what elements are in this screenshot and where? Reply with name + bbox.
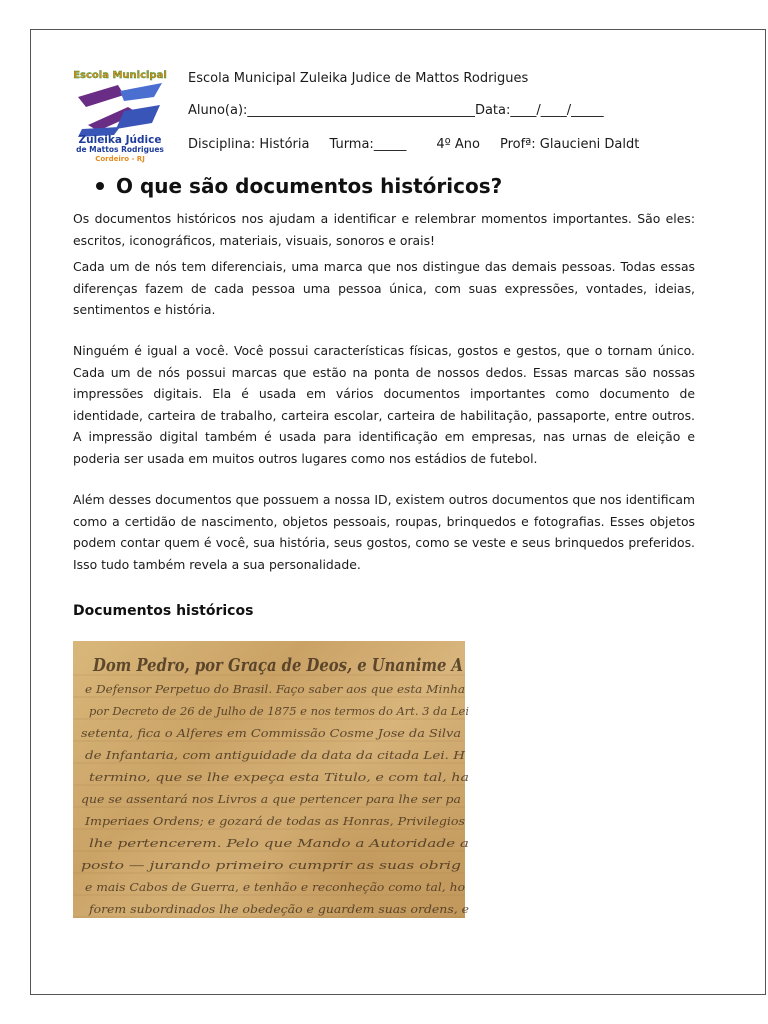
manuscript-line: e mais Cabos de Guerra, e tenhão e reconheção como tal, ho	[85, 881, 466, 894]
school-logo	[68, 67, 172, 164]
paragraph-3: Ninguém é igual a você. Você possui características físicas, gostos e gestos, que o tornam único. Cada um de nós possui marcas que estão na ponta de nossos dedos. Essas marcas são nossas impressões digitais. Ela é usada em vários documentos importantes como documento de identidade, carteira de trabalho, carteira escolar, carteira de habilitação, passaporte, entre outros. A impressão digital também é usada para identificação em empresas, nas urnas de eleição e poderia ser usada em muitos outros lugares como nos estádios de futebol.	[73, 343, 695, 466]
manuscript-image	[73, 641, 470, 918]
teacher: Profª: Glaucieni Daldt	[499, 137, 640, 152]
manuscript-line: de Infantaria, com antiguidade da data da citada Lei. H	[85, 749, 466, 762]
class-field[interactable]: Turma:_____	[329, 137, 407, 152]
manuscript-line: que se assentará nos Livros a que pertencer para lhe ser pa	[81, 793, 462, 806]
school-name: Escola Municipal Zuleika Judice de Mattos Rodrigues	[188, 71, 529, 86]
manuscript-line: termino, que se lhe expeça esta Titulo, e com tal, ha	[89, 771, 469, 784]
svg-text:de Mattos Rodrigues: de Mattos Rodrigues	[76, 145, 164, 154]
svg-text:Zuleika Júdice: Zuleika Júdice	[78, 134, 162, 146]
manuscript-line: e Defensor Perpetuo do Brasil. Faço saber aos que esta Minha	[85, 683, 465, 696]
manuscript-line: lhe pertencerem. Pelo que Mando a Autoridade a	[89, 837, 469, 850]
svg-text:Escola Municipal: Escola Municipal	[73, 70, 167, 81]
manuscript-line: setenta, fica o Alferes em Commissão Cosme Jose da Silva	[81, 727, 461, 740]
manuscript-line: posto — jurando primeiro cumprir as suas obrig	[81, 859, 461, 872]
page-title	[96, 174, 502, 198]
manuscript-line: Imperiaes Ordens; e gozará de todas as Honras, Privilegios	[83, 815, 466, 828]
paragraph-2: Cada um de nós tem diferenciais, uma marca que nos distingue das demais pessoas. Todas essas diferenças fazem de cada pessoa uma pessoa única, com suas expressões, vontades, ideias, sentimentos e história.	[73, 259, 695, 317]
grade: 4º Ano	[436, 137, 480, 152]
svg-text:Cordeiro - RJ: Cordeiro - RJ	[95, 155, 145, 163]
manuscript-line: por Decreto de 26 de Julho de 1875 e nos termos do Art. 3 da Lei	[89, 705, 469, 718]
historical-document-image	[73, 641, 470, 918]
bullet-icon	[96, 182, 104, 190]
page-title-text: O que são documentos históricos?	[116, 174, 503, 198]
student-field[interactable]: Aluno(a):___________________________________	[188, 103, 475, 118]
school-logo-image	[68, 67, 172, 164]
student-date-line	[188, 103, 604, 118]
subject: Disciplina: História	[188, 137, 310, 152]
paragraph-1: Os documentos históricos nos ajudam a identificar e relembrar momentos importantes. São eles: escritos, iconográficos, materiais, visuais, sonoros e orais!	[73, 211, 695, 248]
manuscript-line: Dom Pedro, por Graça de Deos, e Unanime A	[92, 655, 464, 676]
manuscript-line: forem subordinados lhe obedeção e guardem suas ordens, e	[87, 903, 470, 916]
section-subheading: Documentos históricos	[73, 603, 254, 619]
subject-line	[188, 137, 639, 152]
date-field[interactable]: Data:____/____/_____	[474, 103, 604, 118]
paragraph-4: Além desses documentos que possuem a nossa ID, existem outros documentos que nos identificam como a certidão de nascimento, objetos pessoais, roupas, brinquedos e fotografias. Esses objetos podem contar quem é você, sua história, seus gostos, como se veste e seus brinquedos preferidos. Isso tudo também revela a sua personalidade.	[73, 492, 695, 572]
